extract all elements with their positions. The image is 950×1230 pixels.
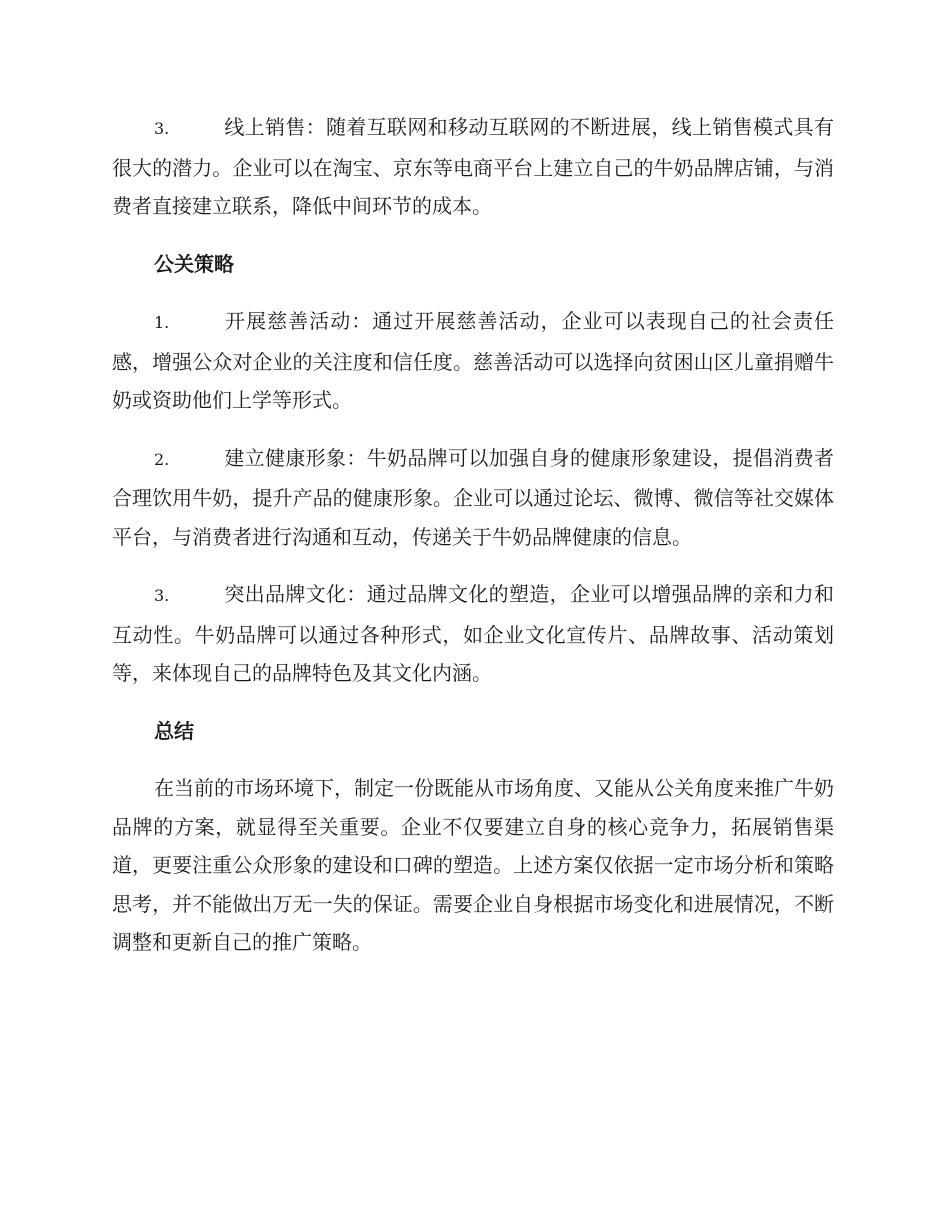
list-item-text: 线上销售：随着互联网和移动互联网的不断进展，线上销售模式具有很大的潜力。企业可以在淘宝、京东等电商平台上建立自己的牛奶品牌店铺，与消费者直接建立联系，降低中间环节的成本。 [112,115,834,218]
list-item-number: 2. [154,449,170,469]
summary-paragraph: 在当前的市场环境下，制定一份既能从市场角度、又能从公关角度来推广牛奶品牌的方案，就显得至关重要。企业不仅要建立自身的核心竞争力，拓展销售渠道，更要注重公众形象的建设和口碑的塑造。上述方案仅依据一定市场分析和策略思考，并不能做出万无一失的保证。需要企业自身根据市场变化和进展情况，不断调整和更新自己的推广策略。 [112,776,834,954]
list-item-brand-culture [112,575,834,693]
list-item-text: 突出品牌文化：通过品牌文化的塑造，企业可以增强品牌的亲和力和互动性。牛奶品牌可以通过各种形式，如企业文化宣传片、品牌故事、活动策划等，来体现自己的品牌特色及其文化内涵。 [112,582,834,685]
document-page [112,108,834,962]
list-item-health-image [112,439,834,557]
list-item-text: 建立健康形象：牛奶品牌可以加强自身的健康形象建设，提倡消费者合理饮用牛奶，提升产品的健康形象。企业可以通过论坛、微博、微信等社交媒体平台，与消费者进行沟通和互动，传递关于牛奶品牌健康的信息。 [112,445,834,549]
list-item-number: 1. [154,313,170,332]
list-item-number: 3. [154,586,170,605]
list-item-charity [112,302,834,420]
section-heading-pr-strategy: 公关策略 [154,251,234,276]
list-item-number: 3. [154,119,170,138]
list-item-text: 开展慈善活动：通过开展慈善活动，企业可以表现自己的社会责任感，增强公众对企业的关注度和信任度。慈善活动可以选择向贫困山区儿童捐赠牛奶或资助他们上学等形式。 [112,309,834,412]
list-item-online-sales [112,108,834,226]
section-heading-summary: 总结 [154,718,194,743]
